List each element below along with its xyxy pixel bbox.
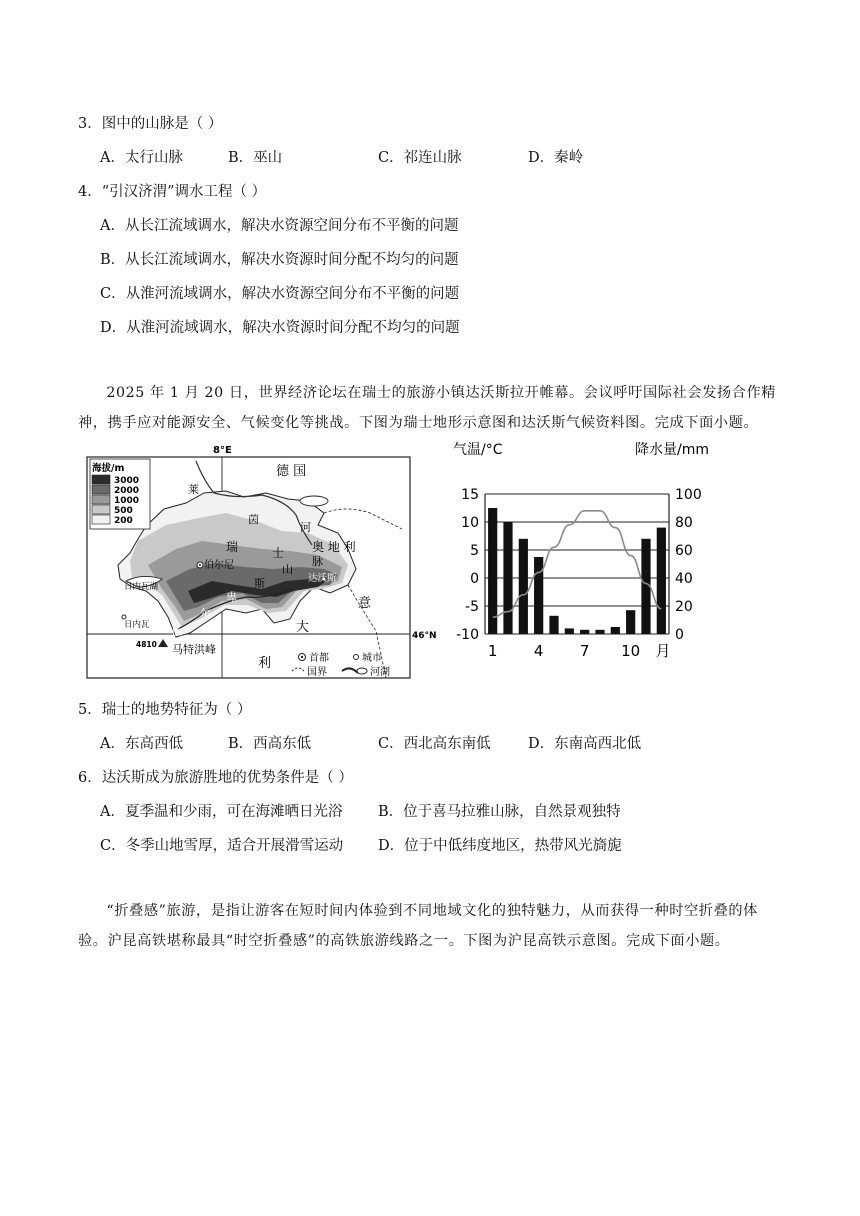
precip-bar-3 <box>519 539 528 634</box>
label-da: 大 <box>296 620 310 635</box>
right-tick-0: 0 <box>675 627 684 643</box>
legend-title: 海拔/m <box>92 463 125 474</box>
label-rui: 瑞 <box>226 540 239 554</box>
legend-level-200: 200 <box>114 516 133 526</box>
precip-bar-10 <box>626 610 635 634</box>
lake-constance <box>300 496 328 506</box>
question-4-stem: 4．“引汉济渭”调水工程（ ） <box>78 184 267 200</box>
q4-option-a[interactable]: A．从长江流域调水，解决水资源空间分布不平衡的问题 <box>100 218 459 234</box>
label-austria: 奥 地 利 <box>312 540 356 554</box>
right-tick-80: 80 <box>675 515 693 531</box>
question-5-stem: 5．瑞士的地势特征为（ ） <box>78 702 252 718</box>
question-3-stem: 3．图中的山脉是（ ） <box>78 116 223 132</box>
passage-folding-tourism <box>78 896 784 956</box>
q6-option-c[interactable]: C．冬季山地雪厚，适合开展滑雪运动 <box>100 838 344 854</box>
q3-option-a[interactable]: A．太行山脉 <box>100 150 183 166</box>
label-peak-height: 4810 <box>136 640 157 649</box>
x-unit-month: 月 <box>655 642 671 660</box>
legend-city: 城市 <box>362 653 382 664</box>
left-tick-0: 0 <box>470 571 479 587</box>
q5-option-c[interactable]: C．西北高东南低 <box>378 736 491 752</box>
q3-option-c[interactable]: C．祁连山脉 <box>378 150 462 166</box>
precip-bar-9 <box>611 627 620 634</box>
legend-swatch-2000 <box>92 485 110 494</box>
label-si: 斯 <box>254 577 265 590</box>
legend-swatch-200 <box>92 515 110 524</box>
legend-swatch-1000 <box>92 495 110 504</box>
q6-option-a[interactable]: A．夏季温和少雨，可在海滩晒日光浴 <box>100 804 343 820</box>
left-tick--5: -5 <box>465 599 479 615</box>
q5-option-a[interactable]: A．东高西低 <box>100 736 183 752</box>
legend-border: 国界 <box>307 667 327 678</box>
label-yi: 意 <box>358 596 372 611</box>
q3-option-b[interactable]: B．巫山 <box>228 150 283 166</box>
label-he: 河 <box>300 521 311 534</box>
label-shi: 士 <box>272 546 285 560</box>
precip-bar-1 <box>488 508 497 634</box>
precip-bar-2 <box>503 522 512 634</box>
passage-folding-text: “折叠感”旅游，是指让游客在短时间内体验到不同地域文化的独特魅力，从而获得一种时空折叠的体验。沪昆高铁堪称最具“时空折叠感”的高铁旅游线路之一。下图为沪昆高铁示意图。完成下面小题。 <box>78 903 758 949</box>
precip-bar-4 <box>534 557 543 634</box>
geneva-marker <box>122 615 126 619</box>
label-bern: 伯尔尼 <box>204 560 234 571</box>
q4-option-d[interactable]: D．从淮河流域调水，解决水资源时间分配不均匀的问题 <box>100 320 460 336</box>
label-mai: 脉 <box>312 555 323 568</box>
precip-bar-7 <box>580 630 589 634</box>
label-germany: 德 国 <box>276 464 307 479</box>
q4-option-b[interactable]: B．从长江流域调水，解决水资源时间分配不均匀的问题 <box>100 252 459 268</box>
precip-bar-8 <box>595 630 604 634</box>
label-lake-geneva: 日内瓦湖 <box>124 582 159 592</box>
legend-level-1000: 1000 <box>114 496 140 506</box>
q6-option-b[interactable]: B．位于喜马拉雅山脉，自然景观独特 <box>378 804 621 820</box>
legend-capital: 首都 <box>309 653 329 664</box>
label-er: 尔 <box>200 607 211 620</box>
parallel-label: 46°N <box>412 631 437 641</box>
q5-option-b[interactable]: B．西高东低 <box>228 736 312 752</box>
precip-bar-5 <box>549 616 558 634</box>
q6-option-d[interactable]: D．位于中低纬度地区，热带风光旖旎 <box>378 838 622 854</box>
label-li: 利 <box>258 656 272 671</box>
label-yin: 茵 <box>248 513 259 526</box>
meridian-label: 8°E <box>213 445 232 456</box>
label-geneva: 日内瓦 <box>124 620 150 630</box>
left-tick-10: 10 <box>461 515 479 531</box>
legend-river-lake: 河湖 <box>370 667 390 678</box>
passage-davos-text: 2025 年 1 月 20 日，世界经济论坛在瑞士的旅游小镇达沃斯拉开帷幕。会议呼吁国际社会发扬合作精神，携手应对能源安全、气候变化等挑战。下图为瑞士地形示意图和达沃斯气候资料图。完成下面小题。 <box>78 385 777 431</box>
city-symbol <box>354 655 359 660</box>
legend-level-2000: 2000 <box>114 486 140 496</box>
legend-swatch-3000 <box>92 475 110 484</box>
label-davos: 达沃斯 <box>308 573 337 584</box>
chart-ylabel-left: 气温/°C <box>453 442 503 458</box>
legend-level-3000: 3000 <box>114 476 140 486</box>
legend-swatch-500 <box>92 505 110 514</box>
left-tick-15: 15 <box>461 487 479 503</box>
x-tick-10: 10 <box>621 642 641 660</box>
label-a: 阿 <box>172 627 183 640</box>
label-matterhorn: 马特洪峰 <box>172 643 216 656</box>
davos-climate-chart <box>445 436 720 664</box>
label-bei: 卑 <box>226 591 237 604</box>
x-tick-1: 1 <box>487 642 498 660</box>
right-tick-40: 40 <box>675 571 693 587</box>
precip-bar-6 <box>565 628 574 634</box>
temperature-line <box>493 511 662 617</box>
right-tick-100: 100 <box>675 487 702 503</box>
precip-bar-12 <box>657 528 666 634</box>
right-tick-20: 20 <box>675 599 693 615</box>
label-lai: 莱 <box>188 483 199 496</box>
label-shan: 山 <box>282 563 293 576</box>
legend-swatches <box>92 475 139 526</box>
q4-option-c[interactable]: C．从淮河流域调水，解决水资源空间分布不平衡的问题 <box>100 286 460 302</box>
q5-option-d[interactable]: D．东南高西北低 <box>528 736 642 752</box>
x-tick-4: 4 <box>533 642 544 660</box>
left-tick-5: 5 <box>470 543 479 559</box>
x-tick-7: 7 <box>579 642 590 660</box>
right-tick-60: 60 <box>675 543 693 559</box>
left-tick--10: -10 <box>456 627 479 643</box>
switzerland-terrain-map <box>86 441 437 681</box>
question-6-stem: 6．达沃斯成为旅游胜地的优势条件是（ ） <box>78 770 353 786</box>
passage-davos <box>78 378 784 438</box>
q3-option-d[interactable]: D．秦岭 <box>528 150 584 166</box>
chart-ylabel-right: 降水量/mm <box>635 442 709 458</box>
legend-level-500: 500 <box>114 506 133 516</box>
